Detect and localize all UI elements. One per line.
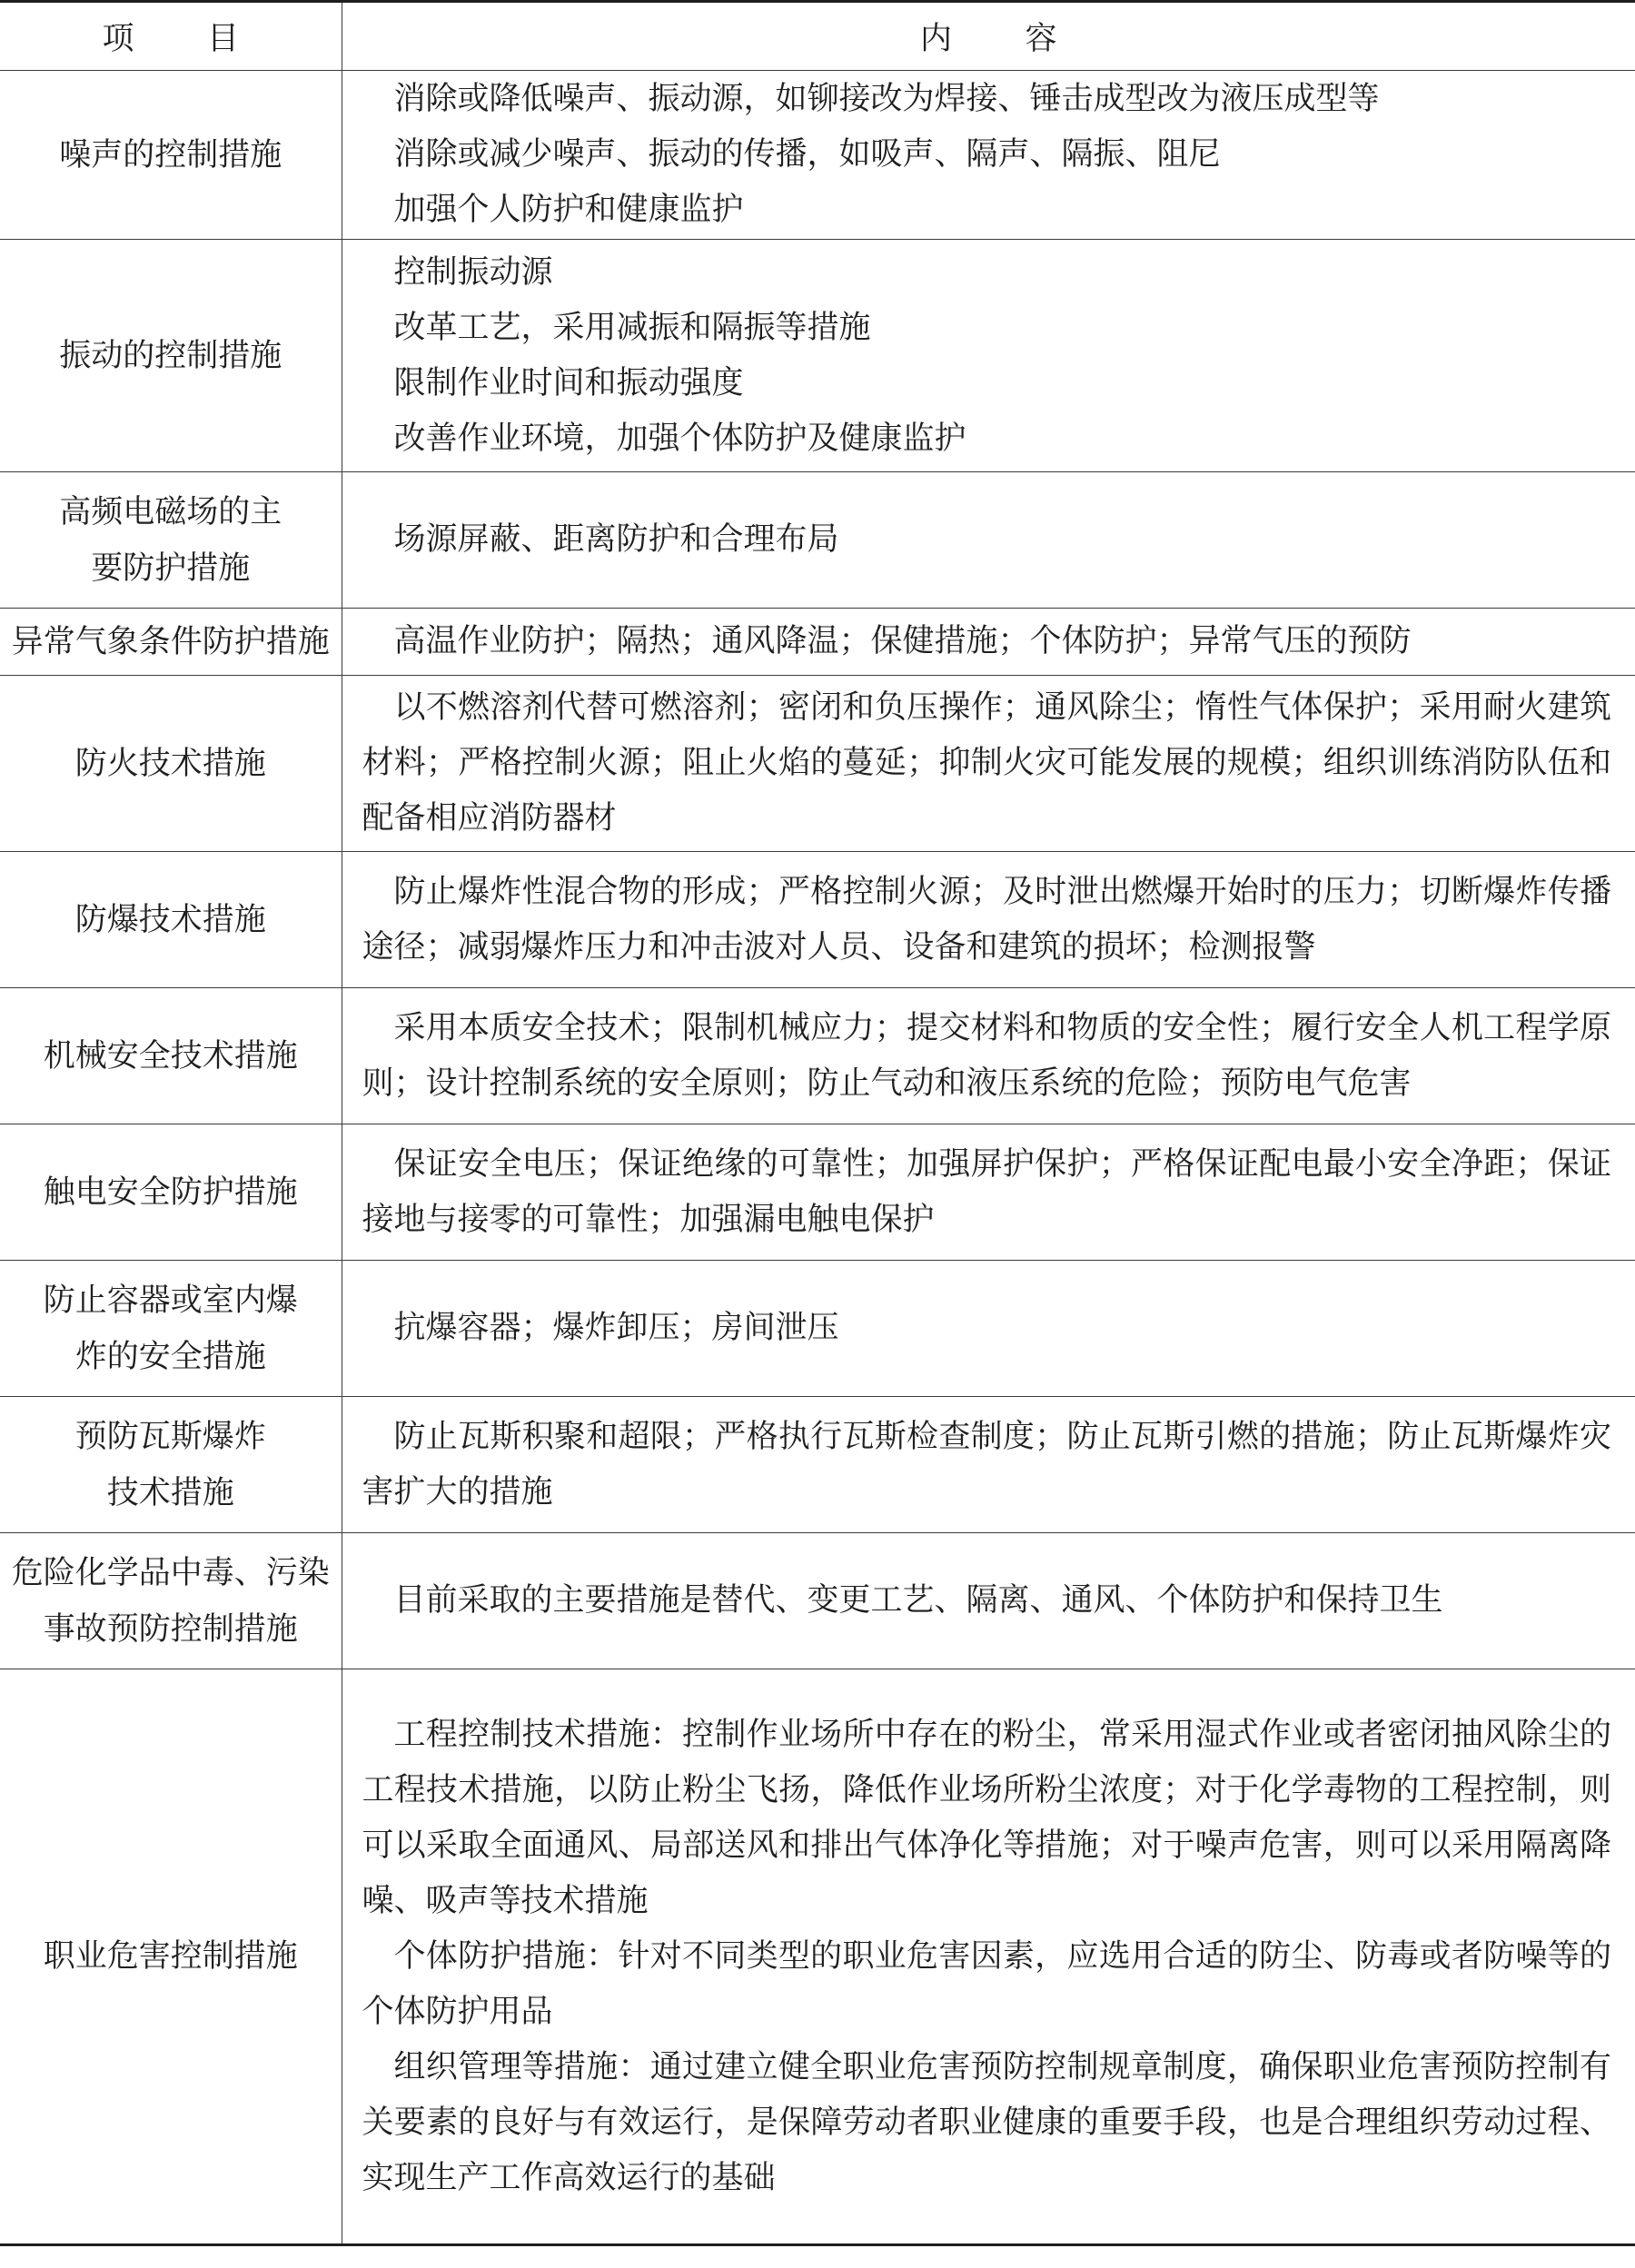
- row-item-text: 炸的安全措施: [74, 1338, 266, 1375]
- row-content-paragraph: 改善作业环境，加强个体防护及健康监护: [393, 420, 966, 457]
- table-row: [0, 240, 1635, 472]
- table-row: [0, 1397, 1635, 1533]
- row-content-cell: [342, 676, 1635, 852]
- row-item-text: 机械安全技术措施: [43, 1037, 298, 1075]
- row-item-text: 危险化学品中毒、污染: [11, 1554, 330, 1591]
- table-row: [0, 472, 1635, 609]
- row-item-text: 事故预防控制措施: [43, 1610, 298, 1648]
- header-item-label: 项目: [102, 21, 312, 57]
- row-item-text: 技术措施: [106, 1474, 234, 1511]
- row-content-paragraph: 工程控制技术措施：控制作业场所中存在的粉尘，常采用湿式作业或者密闭抽风除尘的工程技术措施，以防止粉尘飞扬，降低作业场所粉尘浓度；对于化学毒物的工程控制，则可以采取全面通风、局部送风和排出气体净化等措施；对于噪声危害，则可以采用隔离降噪、吸声等技术措施: [362, 1716, 1611, 1919]
- row-content-cell: [342, 472, 1635, 609]
- table-row: [0, 1261, 1635, 1397]
- row-item-cell: [0, 240, 342, 472]
- row-content-cell: [342, 1124, 1635, 1261]
- row-item-text: 振动的控制措施: [59, 337, 282, 374]
- row-content-cell: [342, 988, 1635, 1124]
- header-item: [0, 2, 342, 71]
- row-content-paragraph: 保证安全电压；保证绝缘的可靠性；加强屏护保护；严格保证配电最小安全净距；保证接地与接零的可靠性；加强漏电触电保护: [362, 1145, 1611, 1238]
- header-row: [0, 2, 1635, 71]
- header-content-label: 内容: [919, 21, 1130, 57]
- row-content-paragraph: 组织管理等措施：通过建立健全职业危害预防控制规章制度，确保职业危害预防控制有关要素的良好与有效运行，是保障劳动者职业健康的重要手段，也是合理组织劳动过程、实现生产工作高效运行的基础: [362, 2048, 1611, 2196]
- row-item-text: 要防护措施: [91, 550, 251, 587]
- row-content-paragraph: 抗爆容器；爆炸卸压；房间泄压: [393, 1310, 839, 1346]
- row-content-paragraph: 目前采取的主要措施是替代、变更工艺、隔离、通风、个体防护和保持卫生: [393, 1582, 1443, 1619]
- table-row: [0, 988, 1635, 1124]
- row-content-cell: [342, 852, 1635, 988]
- table-row: [0, 71, 1635, 240]
- row-content-paragraph: 防止爆炸性混合物的形成；严格控制火源；及时泄出燃爆开始时的压力；切断爆炸传播途径；减弱爆炸压力和冲击波对人员、设备和建筑的损坏；检测报警: [362, 873, 1611, 966]
- row-content-paragraph: 高温作业防护；隔热；通风降温；保健措施；个体防护；异常气压的预防: [393, 623, 1412, 659]
- row-content-cell: [342, 609, 1635, 676]
- row-item-text: 职业危害控制措施: [43, 1938, 298, 1975]
- row-item-cell: [0, 988, 342, 1124]
- row-item-cell: [0, 676, 342, 852]
- row-item-text: 防火技术措施: [74, 745, 266, 782]
- row-content-paragraph: 防止瓦斯积聚和超限；严格执行瓦斯检查制度；防止瓦斯引燃的措施；防止瓦斯爆炸灾害扩大的措施: [362, 1418, 1611, 1510]
- row-content-cell: [342, 1669, 1635, 2245]
- table-row: [0, 1124, 1635, 1261]
- row-item-text: 预防瓦斯爆炸: [74, 1418, 266, 1455]
- row-item-cell: [0, 71, 342, 240]
- row-item-text: 防止容器或室内爆: [43, 1282, 298, 1319]
- row-item-text: 异常气象条件防护措施: [11, 623, 330, 660]
- row-content-cell: [342, 240, 1635, 472]
- row-content-paragraph: 限制作业时间和振动强度: [393, 364, 744, 401]
- row-content-paragraph: 个体防护措施：针对不同类型的职业危害因素，应选用合适的防尘、防毒或者防噪等的个体防护用品: [362, 1937, 1611, 2030]
- row-item-text: 噪声的控制措施: [59, 136, 282, 173]
- row-item-cell: [0, 1397, 342, 1533]
- table-row: [0, 1533, 1635, 1669]
- row-content-paragraph: 改革工艺，采用减振和隔振等措施: [393, 309, 871, 346]
- row-content-paragraph: 消除或减少噪声、振动的传播，如吸声、隔声、隔振、阻尼: [393, 136, 1221, 173]
- table-row: [0, 852, 1635, 988]
- table-row: [0, 609, 1635, 676]
- row-item-cell: [0, 472, 342, 609]
- table-row: [0, 676, 1635, 852]
- row-content-paragraph: 采用本质安全技术；限制机械应力；提交材料和物质的安全性；履行安全人机工程学原则；设计控制系统的安全原则；防止气动和液压系统的危险；预防电气危害: [362, 1009, 1611, 1102]
- row-content-cell: [342, 1397, 1635, 1533]
- row-content-paragraph: 加强个人防护和健康监护: [393, 192, 744, 228]
- row-content-cell: [342, 1261, 1635, 1397]
- row-item-cell: [0, 852, 342, 988]
- row-content-cell: [342, 71, 1635, 240]
- row-item-text: 高频电磁场的主: [59, 493, 282, 530]
- row-item-cell: [0, 1533, 342, 1669]
- row-content-paragraph: 场源屏蔽、距离防护和合理布局: [393, 521, 839, 558]
- row-content-cell: [342, 1533, 1635, 1669]
- header-content: [342, 2, 1635, 71]
- row-item-cell: [0, 1261, 342, 1397]
- table-header: [0, 2, 1635, 71]
- row-content-paragraph: 以不燃溶剂代替可燃溶剂；密闭和负压操作；通风除尘；惰性气体保护；采用耐火建筑材料；严格控制火源；阻止火焰的蔓延；抑制火灾可能发展的规模；组织训练消防队伍和配备相应消防器材: [362, 689, 1611, 837]
- table-body: [0, 71, 1635, 2245]
- table-row: [0, 1669, 1635, 2245]
- row-item-cell: [0, 1669, 342, 2245]
- row-item-text: 触电安全防护措施: [43, 1174, 298, 1211]
- row-item-cell: [0, 1124, 342, 1261]
- row-content-paragraph: 消除或降低噪声、振动源，如铆接改为焊接、锤击成型改为液压成型等: [393, 81, 1380, 117]
- row-content-paragraph: 控制振动源: [393, 253, 553, 291]
- row-item-text: 防爆技术措施: [74, 901, 266, 938]
- row-item-cell: [0, 609, 342, 676]
